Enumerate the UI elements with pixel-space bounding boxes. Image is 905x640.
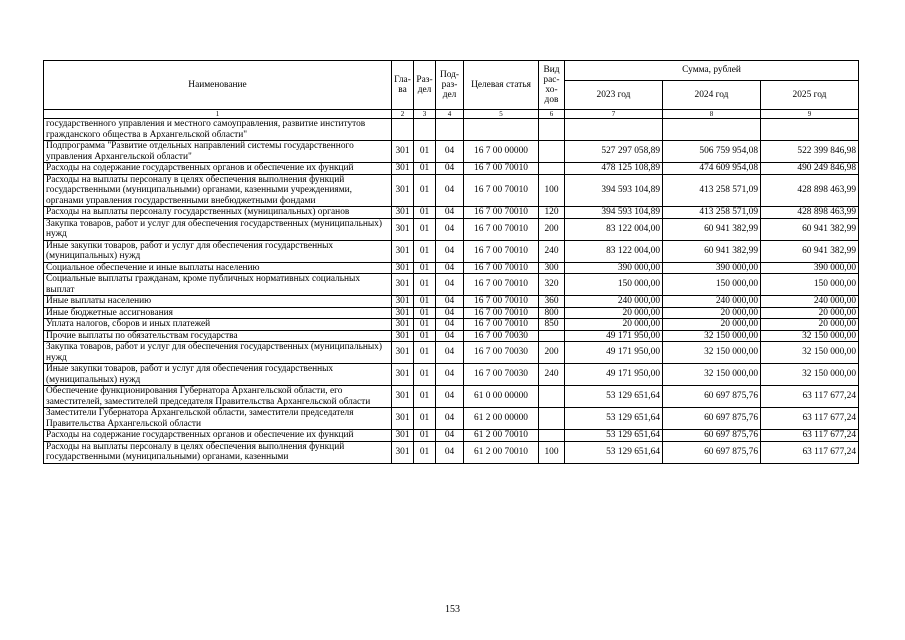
row-glava: 301 [392, 296, 414, 308]
row-amount-2025: 390 000,00 [761, 262, 859, 274]
page-number: 153 [445, 604, 460, 615]
row-amount-2023: 53 129 651,64 [565, 430, 663, 442]
row-vid [539, 330, 565, 342]
row-razdel: 01 [414, 218, 436, 240]
row-amount-2023: 20 000,00 [565, 307, 663, 319]
row-vid: 100 [539, 441, 565, 463]
row-amount-2025: 63 117 677,24 [761, 441, 859, 463]
header-target: Целевая статья [464, 61, 539, 110]
row-target: 16 7 00 70010 [464, 274, 539, 296]
row-glava: 301 [392, 307, 414, 319]
row-glava: 301 [392, 319, 414, 331]
row-glava: 301 [392, 441, 414, 463]
row-glava [392, 119, 414, 141]
table-row [44, 262, 859, 274]
column-number-row [44, 110, 859, 119]
table-row [44, 141, 859, 163]
row-razdel: 01 [414, 141, 436, 163]
row-name: Расходы на выплаты персоналу в целях обеспечения выполнения функций государственными (муниципальными) органами, казенными учреждениями, органами управления государственными внебюджетными фондами [44, 174, 392, 207]
row-podrazdel: 04 [436, 218, 464, 240]
row-podrazdel: 04 [436, 319, 464, 331]
row-razdel: 01 [414, 274, 436, 296]
row-vid: 240 [539, 240, 565, 262]
row-amount-2025: 32 150 000,00 [761, 364, 859, 386]
column-number: 4 [436, 110, 464, 119]
row-vid [539, 119, 565, 141]
table-row [44, 386, 859, 408]
row-target: 16 7 00 70010 [464, 174, 539, 207]
row-vid: 800 [539, 307, 565, 319]
row-amount-2025: 63 117 677,24 [761, 408, 859, 430]
row-glava: 301 [392, 386, 414, 408]
row-amount-2024: 60 941 382,99 [663, 240, 761, 262]
row-target: 16 7 00 70010 [464, 218, 539, 240]
table-row [44, 240, 859, 262]
row-glava: 301 [392, 364, 414, 386]
row-glava: 301 [392, 430, 414, 442]
row-amount-2025: 240 000,00 [761, 296, 859, 308]
row-podrazdel: 04 [436, 240, 464, 262]
row-amount-2023: 527 297 058,89 [565, 141, 663, 163]
row-razdel: 01 [414, 319, 436, 331]
table-row [44, 296, 859, 308]
row-podrazdel: 04 [436, 430, 464, 442]
row-vid: 120 [539, 207, 565, 219]
table-row [44, 163, 859, 175]
row-vid: 200 [539, 342, 565, 364]
header-podrazdel: Под-раз-дел [436, 61, 464, 110]
row-razdel: 01 [414, 207, 436, 219]
row-target: 16 7 00 70010 [464, 319, 539, 331]
row-amount-2023: 20 000,00 [565, 319, 663, 331]
row-amount-2025: 428 898 463,99 [761, 174, 859, 207]
row-podrazdel: 04 [436, 163, 464, 175]
column-number: 2 [392, 110, 414, 119]
row-name: Расходы на содержание государственных органов и обеспечение их функций [44, 163, 392, 175]
row-glava: 301 [392, 141, 414, 163]
row-glava: 301 [392, 330, 414, 342]
row-target: 16 7 00 70010 [464, 240, 539, 262]
row-amount-2024: 150 000,00 [663, 274, 761, 296]
header-year-2023: 2023 год [565, 81, 663, 110]
row-vid [539, 141, 565, 163]
row-amount-2023: 83 122 004,00 [565, 240, 663, 262]
row-amount-2024: 20 000,00 [663, 307, 761, 319]
table-row [44, 319, 859, 331]
row-razdel: 01 [414, 342, 436, 364]
row-target: 61 2 00 70010 [464, 441, 539, 463]
row-vid [539, 386, 565, 408]
row-amount-2025: 428 898 463,99 [761, 207, 859, 219]
row-razdel: 01 [414, 240, 436, 262]
row-amount-2025: 490 249 846,98 [761, 163, 859, 175]
row-razdel: 01 [414, 163, 436, 175]
row-vid: 320 [539, 274, 565, 296]
row-target: 16 7 00 00000 [464, 141, 539, 163]
row-amount-2025: 20 000,00 [761, 319, 859, 331]
row-amount-2023 [565, 119, 663, 141]
row-glava: 301 [392, 163, 414, 175]
row-amount-2025: 20 000,00 [761, 307, 859, 319]
column-number: 5 [464, 110, 539, 119]
row-name: Расходы на выплаты персоналу в целях обеспечения выполнения функций государственными (муниципальными) органами, казенными [44, 441, 392, 463]
row-amount-2023: 49 171 950,00 [565, 330, 663, 342]
table-row [44, 274, 859, 296]
row-podrazdel [436, 119, 464, 141]
row-razdel: 01 [414, 262, 436, 274]
row-name: Социальные выплаты гражданам, кроме публичных нормативных социальных выплат [44, 274, 392, 296]
row-glava: 301 [392, 174, 414, 207]
table-row [44, 207, 859, 219]
row-amount-2023: 83 122 004,00 [565, 218, 663, 240]
row-amount-2024: 32 150 000,00 [663, 330, 761, 342]
row-amount-2023: 390 000,00 [565, 262, 663, 274]
table-row [44, 408, 859, 430]
header-sum: Сумма, рублей [565, 61, 859, 81]
row-target: 16 7 00 70030 [464, 342, 539, 364]
row-podrazdel: 04 [436, 441, 464, 463]
row-amount-2025: 522 399 846,98 [761, 141, 859, 163]
row-razdel: 01 [414, 364, 436, 386]
row-podrazdel: 04 [436, 141, 464, 163]
row-podrazdel: 04 [436, 342, 464, 364]
row-razdel: 01 [414, 386, 436, 408]
row-podrazdel: 04 [436, 274, 464, 296]
row-amount-2024: 506 759 954,08 [663, 141, 761, 163]
row-podrazdel: 04 [436, 307, 464, 319]
row-razdel: 01 [414, 408, 436, 430]
row-name: Закупка товаров, работ и услуг для обеспечения государственных (муниципальных) нужд [44, 342, 392, 364]
row-name: Иные бюджетные ассигнования [44, 307, 392, 319]
row-razdel: 01 [414, 296, 436, 308]
row-target: 16 7 00 70010 [464, 163, 539, 175]
row-amount-2023: 394 593 104,89 [565, 174, 663, 207]
row-amount-2024: 240 000,00 [663, 296, 761, 308]
row-amount-2024: 32 150 000,00 [663, 364, 761, 386]
budget-table [43, 60, 859, 464]
row-amount-2025 [761, 119, 859, 141]
row-vid [539, 408, 565, 430]
row-target: 61 2 00 70010 [464, 430, 539, 442]
row-target: 16 7 00 70010 [464, 307, 539, 319]
row-target: 16 7 00 70030 [464, 330, 539, 342]
row-vid: 240 [539, 364, 565, 386]
row-glava: 301 [392, 262, 414, 274]
header-razdel: Раз-дел [414, 61, 436, 110]
row-podrazdel: 04 [436, 262, 464, 274]
row-glava: 301 [392, 274, 414, 296]
row-vid: 300 [539, 262, 565, 274]
row-amount-2024: 474 609 954,08 [663, 163, 761, 175]
row-amount-2024: 32 150 000,00 [663, 342, 761, 364]
row-amount-2025: 60 941 382,99 [761, 240, 859, 262]
row-glava: 301 [392, 218, 414, 240]
row-razdel: 01 [414, 330, 436, 342]
row-amount-2024: 390 000,00 [663, 262, 761, 274]
row-name: Иные закупки товаров, работ и услуг для обеспечения государственных (муниципальных) нужд [44, 240, 392, 262]
row-target: 61 0 00 00000 [464, 386, 539, 408]
row-vid: 100 [539, 174, 565, 207]
row-target: 16 7 00 70010 [464, 296, 539, 308]
row-amount-2024: 60 697 875,76 [663, 430, 761, 442]
row-name: Расходы на выплаты персоналу государственных (муниципальных) органов [44, 207, 392, 219]
row-amount-2024: 413 258 571,09 [663, 174, 761, 207]
table-body [44, 119, 859, 464]
row-razdel: 01 [414, 441, 436, 463]
row-podrazdel: 04 [436, 207, 464, 219]
table-row [44, 441, 859, 463]
row-name: Уплата налогов, сборов и иных платежей [44, 319, 392, 331]
row-amount-2025: 32 150 000,00 [761, 330, 859, 342]
table-row [44, 330, 859, 342]
row-name: Подпрограмма "Развитие отдельных направлений системы государственного управления Архангельской области" [44, 141, 392, 163]
row-glava: 301 [392, 207, 414, 219]
table-row [44, 174, 859, 207]
row-amount-2024: 20 000,00 [663, 319, 761, 331]
row-amount-2024: 60 697 875,76 [663, 386, 761, 408]
header-vid: Вид рас-хо-дов [539, 61, 565, 110]
row-podrazdel: 04 [436, 364, 464, 386]
header-name: Наименование [44, 61, 392, 110]
table-row [44, 430, 859, 442]
row-amount-2023: 49 171 950,00 [565, 364, 663, 386]
row-amount-2023: 49 171 950,00 [565, 342, 663, 364]
row-amount-2024 [663, 119, 761, 141]
row-name: Обеспечение функционирования Губернатора Архангельской области, его заместителей, заместителей председателя Правительства Архангельской области [44, 386, 392, 408]
column-number: 9 [761, 110, 859, 119]
row-razdel: 01 [414, 430, 436, 442]
column-number: 1 [44, 110, 392, 119]
row-glava: 301 [392, 408, 414, 430]
row-name: Иные выплаты населению [44, 296, 392, 308]
row-amount-2023: 53 129 651,64 [565, 408, 663, 430]
column-number: 7 [565, 110, 663, 119]
row-amount-2023: 240 000,00 [565, 296, 663, 308]
row-podrazdel: 04 [436, 330, 464, 342]
row-target: 16 7 00 70010 [464, 262, 539, 274]
row-name: Заместители Губернатора Архангельской области, заместители председателя Правительства Архангельской области [44, 408, 392, 430]
row-podrazdel: 04 [436, 408, 464, 430]
row-target: 16 7 00 70030 [464, 364, 539, 386]
column-number: 3 [414, 110, 436, 119]
row-amount-2025: 63 117 677,24 [761, 430, 859, 442]
row-amount-2025: 63 117 677,24 [761, 386, 859, 408]
row-razdel: 01 [414, 307, 436, 319]
row-amount-2023: 53 129 651,64 [565, 441, 663, 463]
row-razdel: 01 [414, 174, 436, 207]
header-glava: Гла-ва [392, 61, 414, 110]
row-name: Иные закупки товаров, работ и услуг для обеспечения государственных (муниципальных) нужд [44, 364, 392, 386]
header-year-2025: 2025 год [761, 81, 859, 110]
row-amount-2023: 478 125 108,89 [565, 163, 663, 175]
table-row [44, 342, 859, 364]
row-amount-2023: 150 000,00 [565, 274, 663, 296]
row-vid: 200 [539, 218, 565, 240]
table-row [44, 119, 859, 141]
row-podrazdel: 04 [436, 174, 464, 207]
row-amount-2023: 53 129 651,64 [565, 386, 663, 408]
header-year-2024: 2024 год [663, 81, 761, 110]
table-row [44, 364, 859, 386]
row-amount-2024: 60 941 382,99 [663, 218, 761, 240]
column-number: 8 [663, 110, 761, 119]
row-amount-2025: 150 000,00 [761, 274, 859, 296]
row-target [464, 119, 539, 141]
row-name: Прочие выплаты по обязательствам государства [44, 330, 392, 342]
table-row [44, 218, 859, 240]
row-amount-2024: 60 697 875,76 [663, 408, 761, 430]
row-amount-2025: 32 150 000,00 [761, 342, 859, 364]
row-vid [539, 163, 565, 175]
row-glava: 301 [392, 240, 414, 262]
row-target: 16 7 00 70010 [464, 207, 539, 219]
row-vid: 850 [539, 319, 565, 331]
row-amount-2023: 394 593 104,89 [565, 207, 663, 219]
row-name: Социальное обеспечение и иные выплаты населению [44, 262, 392, 274]
column-number: 6 [539, 110, 565, 119]
row-razdel [414, 119, 436, 141]
row-amount-2025: 60 941 382,99 [761, 218, 859, 240]
row-name: Расходы на содержание государственных органов и обеспечение их функций [44, 430, 392, 442]
row-vid: 360 [539, 296, 565, 308]
row-name: государственного управления и местного самоуправления, развитие институтов гражданского общества в Архангельской области" [44, 119, 392, 141]
row-name: Закупка товаров, работ и услуг для обеспечения государственных (муниципальных) нужд [44, 218, 392, 240]
row-vid [539, 430, 565, 442]
row-target: 61 2 00 00000 [464, 408, 539, 430]
row-amount-2024: 60 697 875,76 [663, 441, 761, 463]
row-glava: 301 [392, 342, 414, 364]
row-podrazdel: 04 [436, 386, 464, 408]
table-row [44, 307, 859, 319]
row-amount-2024: 413 258 571,09 [663, 207, 761, 219]
row-podrazdel: 04 [436, 296, 464, 308]
